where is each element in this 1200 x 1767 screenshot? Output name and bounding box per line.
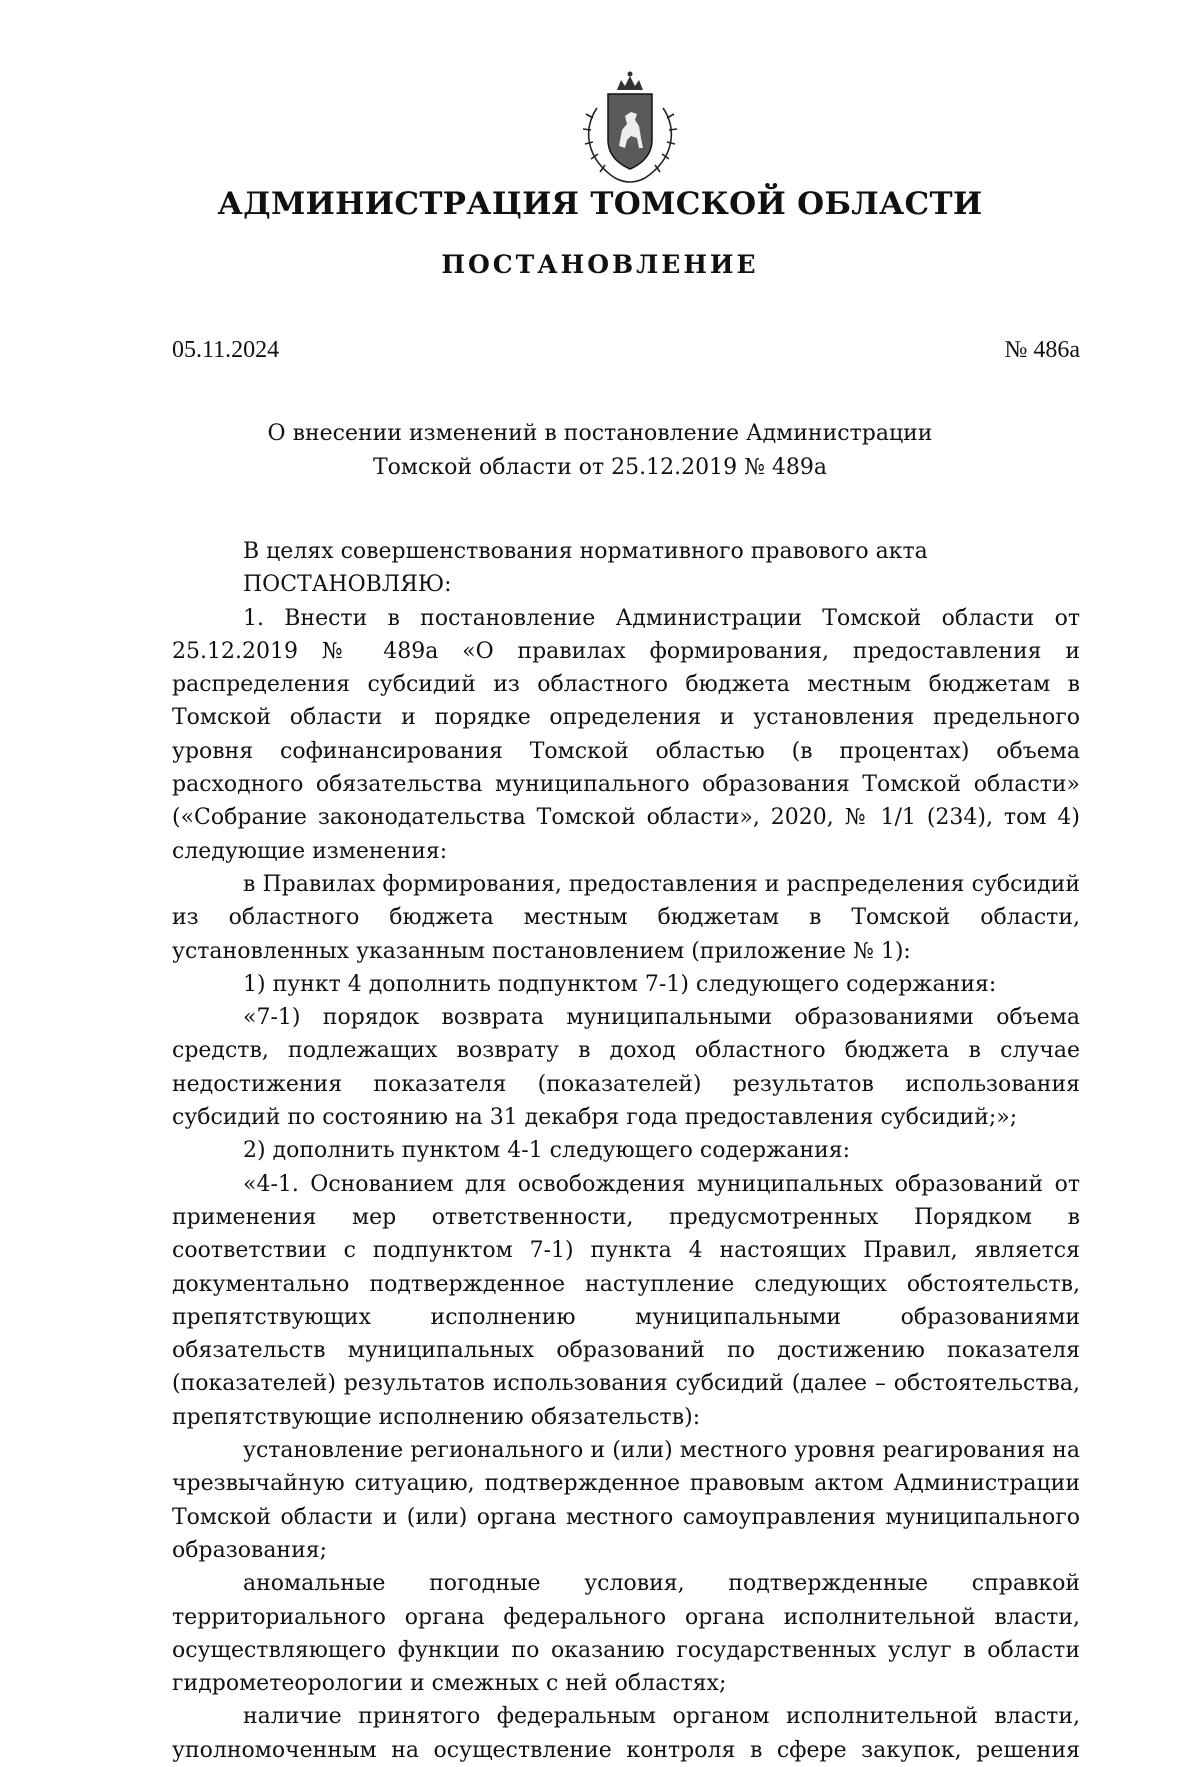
coat-of-arms-icon xyxy=(575,68,685,188)
paragraph: 1. Внести в постановление Администрации Томской области от 25.12.2019 № 489а «О правилах формирования, предоставления и распределения субсидий из областного бюджета местным бюджетам в Томской области и порядке определения и установления предельного уровня софинансирования Томской областью (в процентах) объема расходного обязательства муниципального образования Томской области» («Собрание законодательства Томской области», 2020, № 1/1 (234), том 4) следующие изменения: xyxy=(172,605,1080,864)
paragraph: 1) пункт 4 дополнить подпунктом 7-1) следующего содержания: xyxy=(243,971,997,997)
document-body xyxy=(172,535,1080,1767)
paragraph: «7-1) порядок возврата муниципальными образованиями объема средств, подлежащих возврату в доход областного бюджета в случае недостижения показателя (показателей) результатов использования субсидий по состоянию на 31 декабря года предоставления субсидий;»; xyxy=(172,1005,1080,1131)
document-number: № 486а xyxy=(1004,337,1080,363)
paragraph: «4-1. Основанием для освобождения муниципальных образований от применения мер ответственности, предусмотренных Порядком в соответствии с подпунктом 7-1) пункта 4 настоящих Правил, является документально подтвержденное наступление следующих обстоятельств, препятствующих исполнению муниципальными образованиями обязательств муниципальных образований по достижению показателя (показателей) результатов использования субсидий (далее – обстоятельства, препятствующие исполнению обязательств): xyxy=(172,1171,1080,1430)
paragraph: в Правилах формирования, предоставления и распределения субсидий из областного бюджета местным бюджетам в Томской области, установленных указанным постановлением (приложение № 1): xyxy=(172,871,1080,964)
organization-title: АДМИНИСТРАЦИЯ ТОМСКОЙ ОБЛАСТИ xyxy=(217,186,983,222)
paragraph: аномальные погодные условия, подтвержденные справкой территориального органа федерального органа исполнительной власти, осуществляющего функции по оказанию государственных услуг в области гидрометеорологии и смежных с ней областях; xyxy=(172,1571,1080,1697)
paragraph: установление регионального и (или) местного уровня реагирования на чрезвычайную ситуацию, подтвержденное правовым актом Администрации Томской области и (или) органа местного самоуправления муниципального образования; xyxy=(172,1438,1080,1563)
subject-line: Томской области от 25.12.2019 № 489а xyxy=(372,455,828,480)
document-type-heading: ПОСТАНОВЛЕНИЕ xyxy=(441,250,759,279)
document-subject xyxy=(200,417,1000,485)
document-date: 05.11.2024 xyxy=(172,337,280,363)
subject-line: О внесении изменений в постановление Администрации xyxy=(267,421,933,446)
paragraph: ПОСТАНОВЛЯЮ: xyxy=(243,572,452,598)
paragraph: наличие принятого федеральным органом исполнительной власти, уполномоченным на осуществление контроля в сфере закупок, решения xyxy=(172,1704,1080,1763)
paragraph: 2) дополнить пунктом 4-1 следующего содержания: xyxy=(243,1138,851,1164)
paragraph: В целях совершенствования нормативного правового акта xyxy=(243,539,928,564)
